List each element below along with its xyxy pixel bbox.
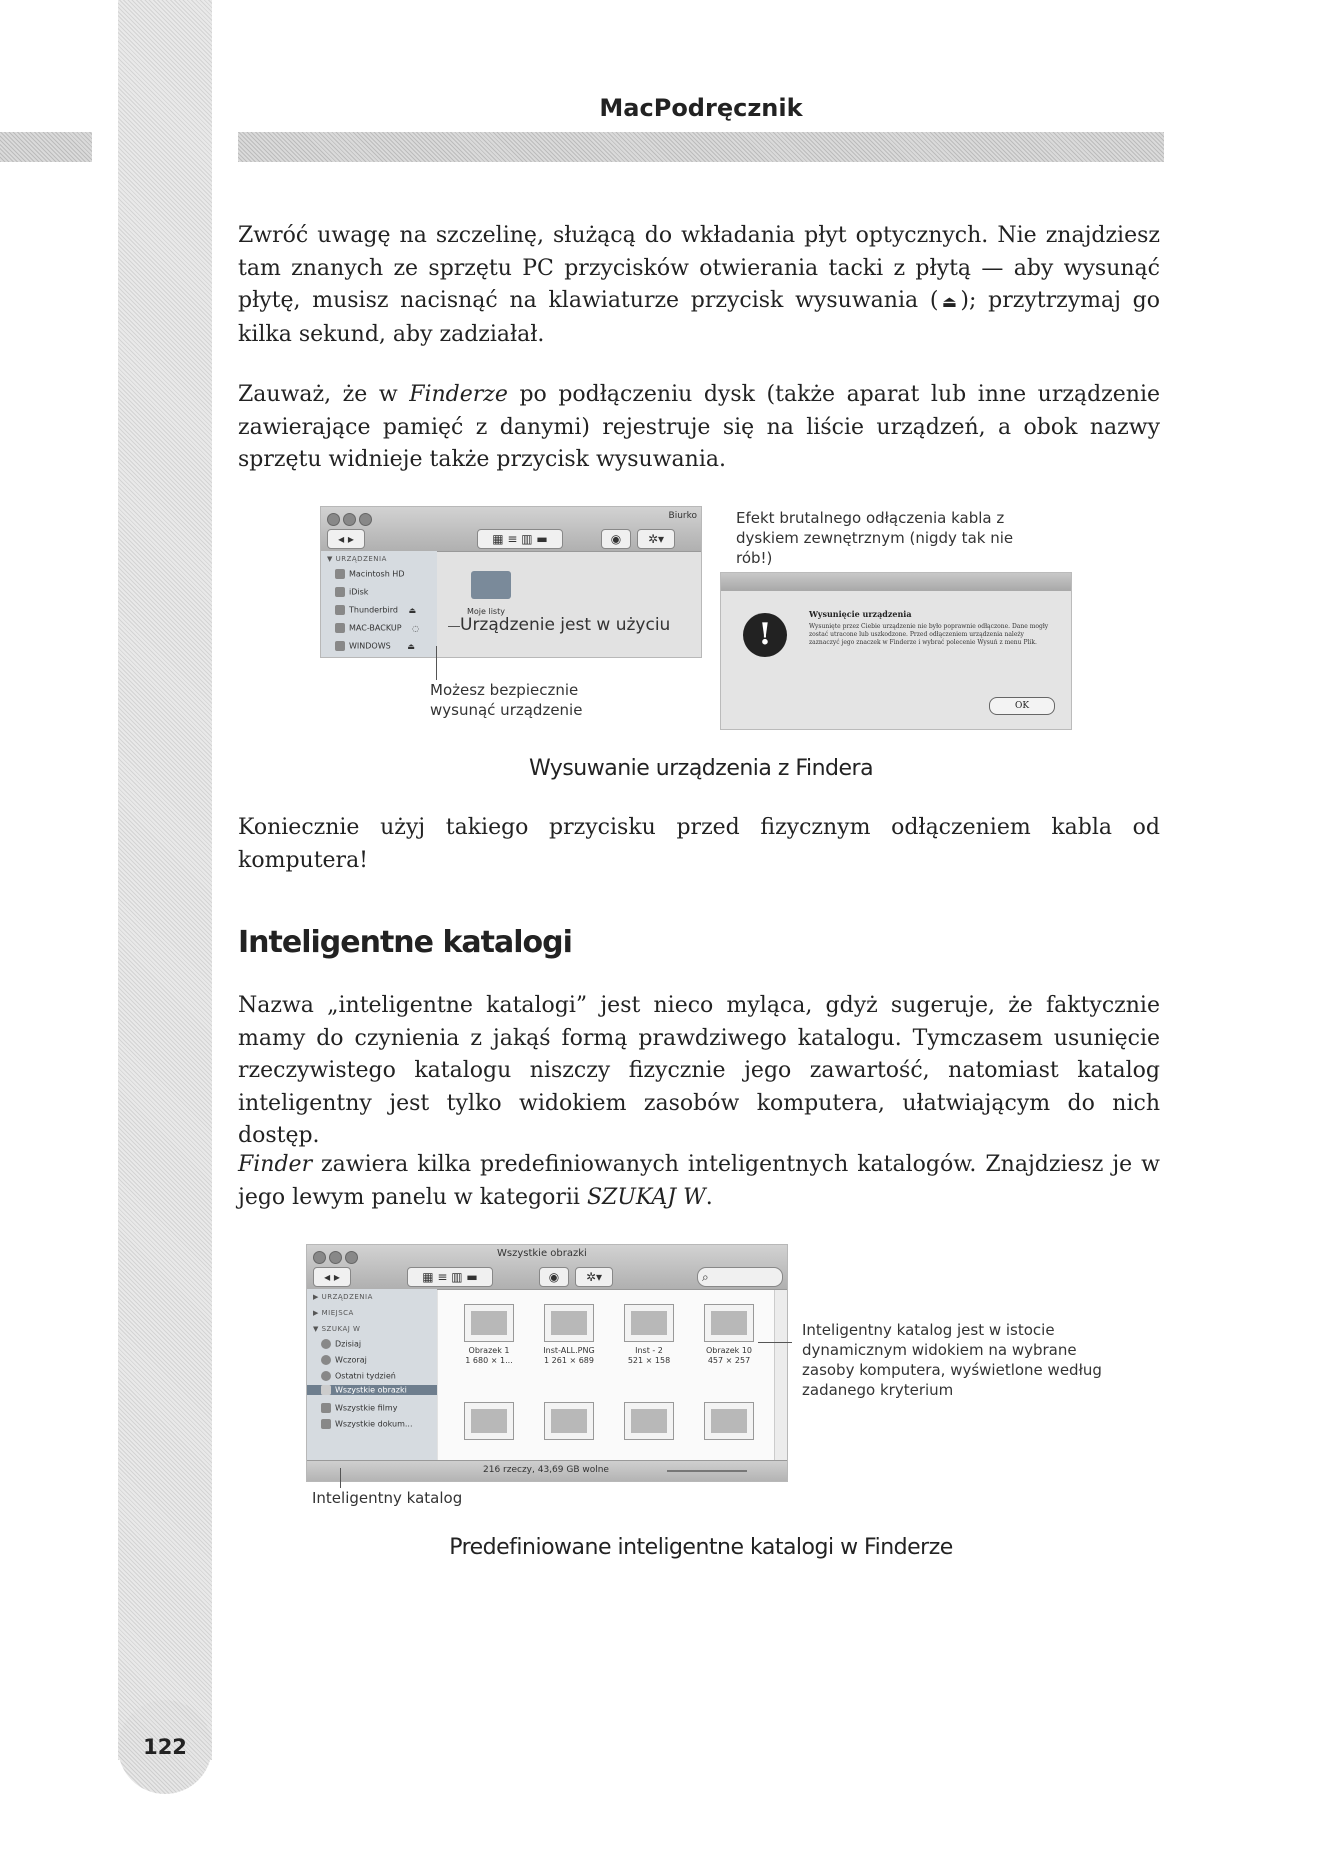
vertical-scrollbar[interactable]	[774, 1290, 787, 1461]
paragraph-4: Nazwa „inteligentne katalogi” jest nieco myląca, gdyż sugeruje, że faktycznie mamy do czynienia z jakąś formą prawdziwego katalogu. Tymczasem usunięcie rzeczywistego katalogu niszczy fizycznie jego zawartość, natomiast katalog inteligentny jest tylko widokiem zasobów komputera, ułatwiającym do nich dostęp.	[238, 993, 1160, 1148]
thumbnail[interactable]	[704, 1402, 754, 1440]
thumbnail[interactable]	[624, 1304, 674, 1342]
paragraph-1-text-a: Zwróć uwagę na szczelinę, służącą do wkładania płyt optycznych. Nie znajdziesz tam znanych ze sprzętu PC przycisków otwierania tacki z płytą — aby wysunąć płytę, musisz nacisnąć na klawiaturze przycisk wysuwania (	[238, 223, 1160, 313]
stop-icon: !	[743, 613, 787, 657]
sidebar-heading: ▶ MIEJSCA	[313, 1309, 354, 1317]
folder-icon	[321, 1403, 331, 1413]
back-forward-button[interactable]: ◂ ▸	[327, 529, 365, 549]
sidebar-item-all-documents[interactable]	[321, 1419, 413, 1429]
status-text: 216 rzeczy, 43,69 GB wolne	[483, 1465, 609, 1475]
paragraph-1	[238, 220, 1160, 351]
thumbnail-caption: Obrazek 10 457 × 257	[705, 1346, 753, 1365]
thumbnail[interactable]	[544, 1304, 594, 1342]
disk-icon	[335, 587, 345, 597]
minimize-icon[interactable]	[343, 513, 356, 526]
dialog-heading: Wysunięcie urządzenia	[809, 609, 912, 619]
paragraph-5-text-a: zawiera kilka predefiniowanych inteligentnych katalogów. Znajdziesz je w jego lewym panelu w kategorii	[238, 1152, 1160, 1210]
folder-label: Moje listy	[467, 607, 505, 616]
sidebar-item-all-movies[interactable]	[321, 1403, 397, 1413]
window-title: Biurko	[668, 511, 697, 521]
sidebar-item-label: MAC-BACKUP	[349, 623, 402, 633]
sidebar-item-label: Wczoraj	[335, 1355, 367, 1365]
sidebar-item-label: Wszystkie dokum...	[335, 1419, 413, 1429]
zoom-icon[interactable]	[359, 513, 372, 526]
thumbnail[interactable]	[464, 1304, 514, 1342]
disk-icon	[335, 605, 345, 615]
label-smart-folder-explained: Inteligentny katalog jest w istocie dynamicznym widokiem na wybrane zasoby komputera, wyświetlone według zadanego kryterium	[802, 1321, 1102, 1399]
finder-window-2	[306, 1244, 788, 1482]
gear-icon[interactable]: ✲▾	[637, 529, 675, 549]
thumbnail[interactable]	[544, 1402, 594, 1440]
close-icon[interactable]	[327, 513, 340, 526]
thumbnail[interactable]	[464, 1402, 514, 1440]
folder-icon	[321, 1419, 331, 1429]
sidebar-item-label: Thunderbird	[349, 605, 398, 615]
eye-icon[interactable]: ◉	[539, 1267, 569, 1287]
sidebar-item-idisk[interactable]	[335, 587, 368, 597]
label-in-use: Urządzenie jest w użyciu	[460, 615, 671, 635]
status-bar	[307, 1460, 787, 1481]
eject-icon: ⏏	[941, 292, 957, 311]
sidebar-item-thunderbird[interactable]	[335, 605, 416, 615]
content-area	[438, 1290, 775, 1461]
label-smart-folder: Inteligentny katalog	[312, 1489, 463, 1507]
sidebar-item-label: iDisk	[349, 587, 369, 597]
view-buttons[interactable]: ▦ ≡ ▥ ▬	[407, 1267, 493, 1287]
callout-line	[340, 1468, 341, 1488]
header-band-left	[0, 132, 92, 162]
paragraph-5-emphasis-2: SZUKAJ W	[586, 1184, 706, 1210]
disk-icon	[335, 569, 345, 579]
disk-icon	[335, 623, 345, 633]
header-title: MacPodręcznik	[599, 94, 803, 122]
callout-line	[436, 646, 437, 680]
clock-icon	[321, 1371, 331, 1381]
finder-toolbar	[321, 507, 701, 552]
busy-icon: ◌	[412, 623, 420, 633]
thumbnail-caption: Obrazek 1 1 680 × 1...	[465, 1346, 513, 1365]
sidebar-item-mac-backup[interactable]	[335, 623, 419, 633]
sidebar-item-label: WINDOWS	[349, 641, 391, 651]
finder-sidebar	[307, 1289, 437, 1461]
zoom-icon[interactable]	[345, 1251, 358, 1264]
sidebar-item-label: Wszystkie filmy	[335, 1403, 398, 1413]
sidebar-item-yesterday[interactable]	[321, 1355, 367, 1365]
paragraph-2-text-b: po podłączeniu dysk (także aparat lub inne urządzenie zawierające pamięć z danymi) rejestruje się na liście urządzeń, a obok nazwy sprzętu widnieje także przycisk wysuwania.	[238, 382, 1160, 472]
finder-toolbar	[307, 1245, 787, 1290]
folder-icon	[321, 1385, 331, 1395]
sidebar-item-all-images[interactable]	[307, 1385, 437, 1395]
sidebar-item-today[interactable]	[321, 1339, 361, 1349]
decorative-sidebar	[118, 0, 212, 1760]
paragraph-5-emphasis: Finder	[238, 1152, 313, 1177]
thumbnail-caption: Inst - 2 521 × 158	[627, 1346, 671, 1365]
eject-icon[interactable]: ⏏	[407, 641, 415, 651]
eject-icon[interactable]: ⏏	[408, 605, 417, 615]
paragraph-5-text-b: .	[705, 1184, 713, 1210]
view-buttons[interactable]: ▦ ≡ ▥ ▬	[477, 529, 563, 549]
paragraph-3: Koniecznie użyj takiego przycisku przed fizycznym odłączeniem kabla od komputera!	[238, 815, 1160, 873]
sidebar-item-label: Wszystkie obrazki	[335, 1385, 407, 1395]
sidebar-item-label: Macintosh HD	[349, 569, 405, 579]
callout-line	[758, 1342, 792, 1343]
sidebar-heading: ▼ SZUKAJ W	[313, 1325, 361, 1333]
folder-icon[interactable]	[471, 571, 511, 599]
gear-icon[interactable]: ✲▾	[575, 1267, 613, 1287]
sidebar-item-windows[interactable]	[335, 641, 415, 651]
paragraph-5	[238, 1149, 1160, 1214]
window-title: Wszystkie obrazki	[497, 1248, 587, 1259]
section-heading: Inteligentne katalogi	[238, 925, 572, 960]
eject-warning-dialog	[720, 572, 1072, 730]
figure-2-caption: Predefiniowane inteligentne katalogi w Finderze	[449, 1535, 953, 1560]
minimize-icon[interactable]	[329, 1251, 342, 1264]
sidebar-item-last-week[interactable]	[321, 1371, 396, 1381]
close-icon[interactable]	[313, 1251, 326, 1264]
paragraph-2-text-a: Zauważ, że w	[238, 382, 410, 407]
sidebar-heading: ▶ URZĄDZENIA	[313, 1293, 373, 1301]
label-safe-eject: Możesz bezpiecznie wysunąć urządzenie	[430, 681, 583, 719]
ok-button[interactable]: OK	[989, 697, 1055, 715]
zoom-slider[interactable]	[667, 1470, 747, 1472]
finder-window-1	[320, 506, 702, 658]
label-brutal-disconnect: Efekt brutalnego odłączenia kabla z dyskiem zewnętrznym (nigdy tak nie rób!)	[736, 509, 1014, 567]
sidebar-item-label: Dzisiaj	[335, 1339, 362, 1349]
back-forward-button[interactable]: ◂ ▸	[313, 1267, 351, 1287]
disk-icon	[335, 641, 345, 651]
eye-icon[interactable]: ◉	[601, 529, 631, 549]
header-band	[238, 132, 1164, 162]
thumbnail[interactable]	[624, 1402, 674, 1440]
dialog-titlebar	[721, 573, 1071, 591]
dialog-text: Wysunięte przez Ciebie urządzenie nie było poprawnie odłączone. Dane mogły zostać utracone lub uszkodzone. Przed odłączeniem urządzenia należy zaznaczyć jego znaczek w Finderze i wybrać polecenie Wysuń z menu Plik.	[809, 623, 1049, 646]
clock-icon	[321, 1355, 331, 1365]
paragraph-1-text-b: ); przytrzymaj go kilka sekund, aby zadziałał.	[238, 288, 1160, 347]
finder-sidebar	[321, 551, 437, 657]
figure-1-caption: Wysuwanie urządzenia z Findera	[528, 756, 874, 781]
callout-line	[448, 626, 460, 627]
thumbnail[interactable]	[704, 1304, 754, 1342]
sidebar-heading: ▼ URZĄDZENIA	[327, 555, 387, 563]
thumbnail-caption: Inst-ALL.PNG 1 261 × 689	[543, 1346, 595, 1365]
sidebar-item-label: Ostatni tydzień	[335, 1371, 396, 1381]
sidebar-item-macintosh-hd[interactable]	[335, 569, 404, 579]
clock-icon	[321, 1339, 331, 1349]
search-icon[interactable]: ⌕	[697, 1267, 783, 1287]
paragraph-2-emphasis: Finderze	[409, 382, 508, 407]
paragraph-2	[238, 379, 1160, 477]
page-number: 122	[118, 1700, 212, 1794]
